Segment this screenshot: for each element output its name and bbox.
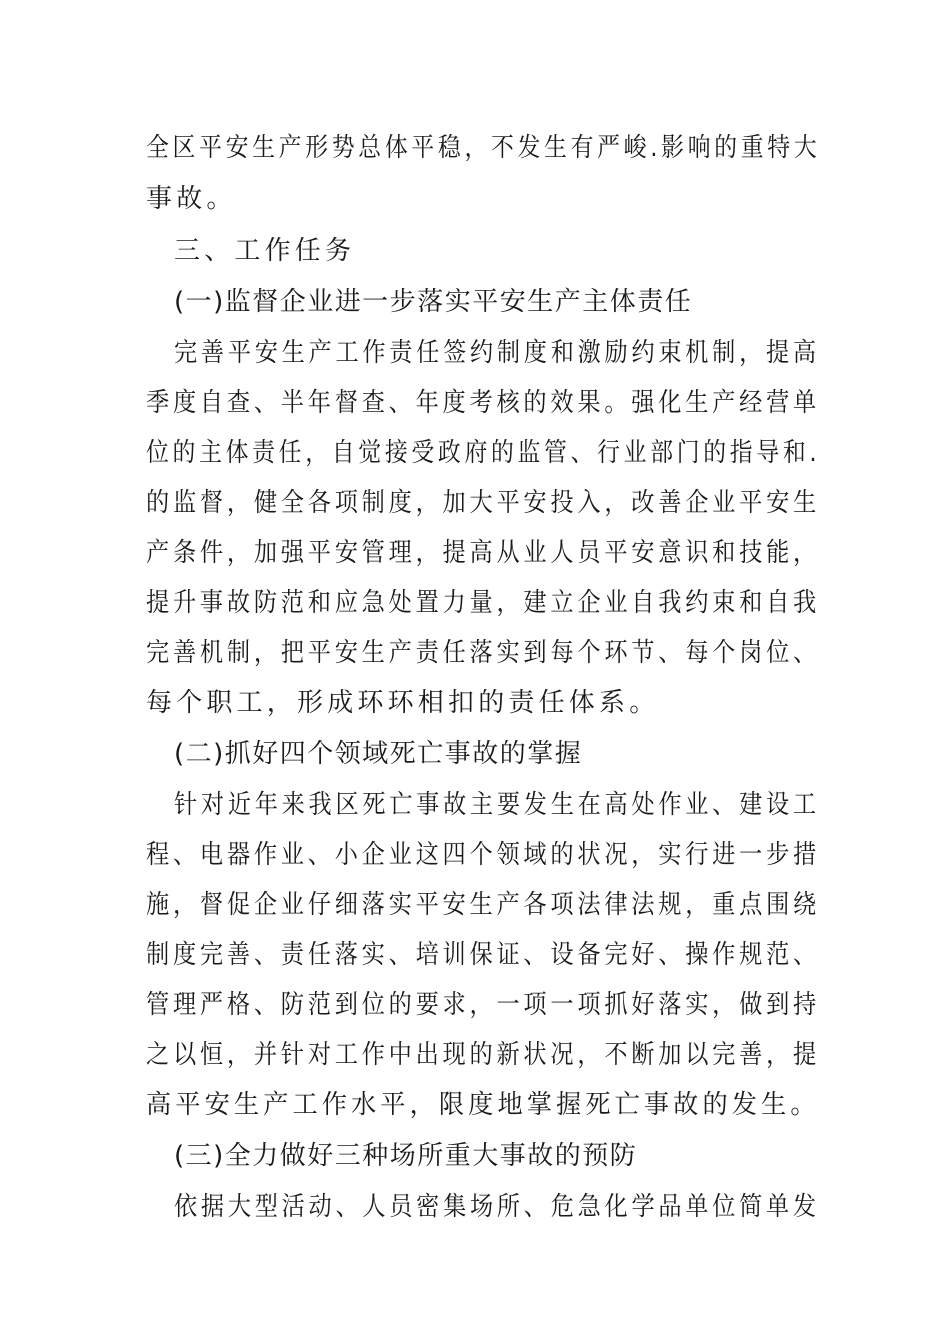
paragraph-line: 的监督，健全各项制度，加大平安投入，改善企业平安生 <box>146 488 821 518</box>
paragraph-line: 高平安生产工作水平，限度地掌握死亡事故的发生。 <box>146 1090 820 1120</box>
paragraph-line: 程、电器作业、小企业这四个领域的状况，实行进一步措 <box>146 840 821 870</box>
paragraph-line: 提升事故防范和应急处置力量，建立企业自我约束和自我 <box>146 588 821 618</box>
paragraph-line: 位的主体责任，自觉接受政府的监管、行业部门的指导和. <box>146 438 821 468</box>
paragraph-line: 制度完善、责任落实、培训保证、设备完好、操作规范、 <box>146 940 821 970</box>
paragraph-line: 完善平安生产工作责任签约制度和激励约束机制，提高 <box>174 338 820 368</box>
paragraph-line: 针对近年来我区死亡事故主要发生在高处作业、建设工 <box>174 790 820 820</box>
paragraph-line: 管理严格、防范到位的要求，一项一项抓好落实，做到持 <box>146 990 821 1020</box>
paragraph-line: 施，督促企业仔细落实平安生产各项法律法规，重点围绕 <box>146 890 821 920</box>
paragraph-line: 全区平安生产形势总体平稳，不发生有严峻.影响的重特大 <box>146 133 821 163</box>
subsection-heading: (二)抓好四个领域死亡事故的掌握 <box>174 739 583 769</box>
paragraph-line: 完善机制，把平安生产责任落实到每个环节、每个岗位、 <box>146 638 821 668</box>
subsection-heading: (一)监督企业进一步落实平安生产主体责任 <box>174 287 693 317</box>
paragraph-line: 事故。 <box>146 184 237 214</box>
paragraph-line: 产条件，加强平安管理，提高从业人员平安意识和技能， <box>146 538 821 568</box>
section-heading: 三、工作任务 <box>174 236 356 266</box>
subsection-heading: (三)全力做好三种场所重大事故的预防 <box>174 1141 638 1171</box>
paragraph-line: 依据大型活动、人员密集场所、危急化学品单位简单发 <box>174 1192 820 1222</box>
paragraph-line: 每个职工，形成环环相扣的责任体系。 <box>146 688 660 718</box>
paragraph-line: 之以恒，并针对工作中出现的新状况，不断加以完善，提 <box>146 1040 821 1070</box>
paragraph-line: 季度自查、半年督查、年度考核的效果。强化生产经营单 <box>146 388 821 418</box>
